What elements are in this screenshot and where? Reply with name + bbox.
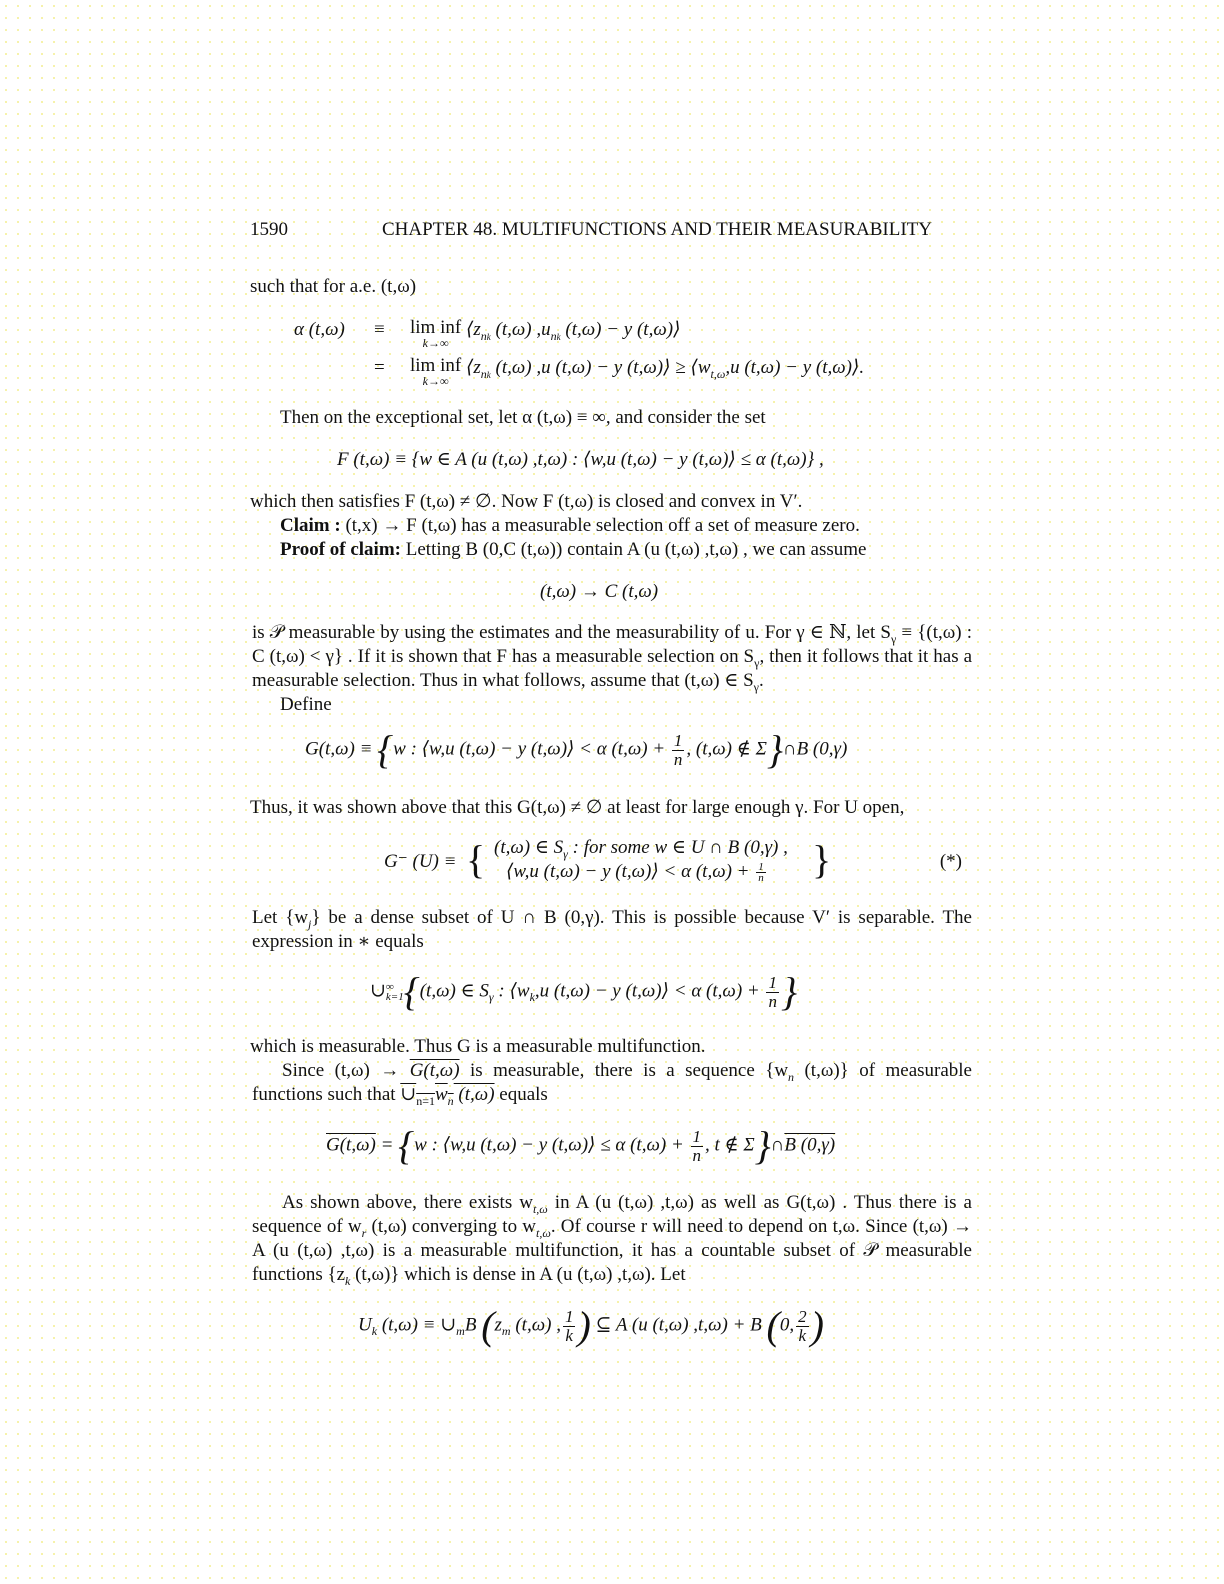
liminf: lim inf k→∞ bbox=[410, 317, 462, 350]
eq-C: (t,ω) → C (t,ω) bbox=[540, 581, 659, 602]
equation-number: (*) bbox=[939, 851, 962, 872]
paragraph: is 𝒫 measurable by using the estimates and the measurability of u. For γ ∈ ℕ, let $S_\gamma \equiv \{(t,\omega)$ : C (t,ω) < γ} . If it is shown that F has a measurable selection on $S_\gamma$, then it follows that it has a measurable selection. Thus in what follows, assume that (t,ω) ∈ $S_\gamma$. bbox=[252, 622, 973, 694]
text-line: which is measurable. Thus G is a measurable multifunction. bbox=[250, 1036, 706, 1057]
page-number: 1590 bbox=[250, 219, 288, 240]
eq-Gbar: G(t,ω) = {w : ⟨w,u (t,ω) − y (t,ω)⟩ ≤ α (t,ω) + $\frac{1}{n}$ , t ∉ Σ}∩B (0,γ) bbox=[326, 1123, 836, 1168]
paragraph: Let $\{w_j\}$ be a dense subset of U ∩ B (0,γ). This is possible because V′ is separable. The expression in ∗ equals bbox=[252, 907, 972, 952]
paragraph: Since (t,ω) → G(t,ω) is measurable, there is a sequence {$w_n$ (t,ω)} of measurable functions such that $\cup_{n=1}w_n$ (t,ω) equals bbox=[252, 1060, 972, 1108]
eq1-lhs: α (t,ω) bbox=[294, 319, 345, 340]
text-line: such that for a.e. (t,ω) bbox=[250, 276, 417, 297]
eq1-rel2: = bbox=[374, 357, 385, 378]
eq-Gminus-bottom: ⟨w,u (t,ω) − y (t,ω)⟩ < α (t,ω) + $\frac{1}{n}$ bbox=[506, 861, 764, 885]
eq1-row2: lim inf k→∞ $⟨z_{nk}$ (t,ω) ,u (t,ω) − y (t,ω)⟩ ≥ $⟨w_{t,\omega},u$ (t,ω) − y (t,ω)⟩. bbox=[410, 355, 865, 388]
eq-Gminus-top: (t,ω) ∈ $S_\gamma$ : for some w ∈ U ∩ B (0,γ) , bbox=[494, 837, 788, 861]
eq1-row1: lim inf k→∞ $⟨z_{nk}$ (t,ω) $,u_{nk}$ (t,ω) − y (t,ω)⟩ bbox=[410, 317, 681, 350]
paragraph: As shown above, there exists $w_{t,\omega}$ in A (u (t,ω) ,t,ω) as well as G(t,ω) . Thus there is a sequence of $w_r$ (t,ω) converging to $w_{t,\omega}$. Of course r will need to depend on t,ω. Since (t,ω) → A (u (t,ω) ,t,ω) is a measurable multifunction, it has a countable subset of 𝒫 measurable functions {$z_k$ (t,ω)} which is dense in A (u (t,ω) ,t,ω). Let bbox=[252, 1192, 972, 1288]
eq-F: F (t,ω) ≡ {w ∈ A (u (t,ω) ,t,ω) : ⟨w,u (t,ω) − y (t,ω)⟩ ≤ α (t,ω)} , bbox=[337, 449, 824, 470]
eq-Gminus-lhs: G⁻ (U) ≡ bbox=[384, 851, 457, 872]
text-line: Then on the exceptional set, let α (t,ω) ≡ ∞, and consider the set bbox=[280, 407, 766, 428]
text-line: which then satisfies F (t,ω) ≠ ∅. Now F (t,ω) is closed and convex in V′. bbox=[250, 491, 803, 512]
eq1-rel1: ≡ bbox=[374, 319, 385, 340]
claim-label: Claim : bbox=[280, 515, 341, 536]
text-line: Define bbox=[280, 694, 332, 715]
eq-Uk: $U_k$ $(t,\omega) \equiv \cup_mB$ ($z_m$ (t,ω) , $\frac{1}{k}$ ) ⊆ A (u (t,ω) ,t,ω) + B (0, $\frac{2}{k}$ ) bbox=[358, 1303, 824, 1348]
brace-left: { bbox=[466, 837, 486, 882]
liminf: lim inf k→∞ bbox=[410, 355, 462, 388]
eq-G: G(t,ω) ≡ {w : ⟨w,u (t,ω) − y (t,ω)⟩ < α (t,ω) + $\frac{1}{n}$ , (t,ω) ∉ Σ}∩B (0,γ) bbox=[305, 727, 848, 772]
text-line: Thus, it was shown above that this G(t,ω) ≠ ∅ at least for large enough γ. For U open, bbox=[250, 797, 905, 818]
eq-union: ∪ ∞ k=1 {(t,ω) ∈ $S_\gamma$ : $⟨w_k,u$ (t,ω) − y (t,ω)⟩ < α (t,ω) + $\frac{1}{n}$ } bbox=[370, 969, 797, 1014]
proof-line: Proof of claim: Letting B (0,C (t,ω)) contain A (u (t,ω) ,t,ω) , we can assume bbox=[280, 539, 867, 560]
claim-line: Claim : (t,x) → F (t,ω) has a measurable selection off a set of measure zero. bbox=[280, 515, 860, 536]
chapter-title: CHAPTER 48. MULTIFUNCTIONS AND THEIR MEASURABILITY bbox=[382, 219, 932, 240]
brace-right: } bbox=[812, 837, 832, 882]
proof-label: Proof of claim: bbox=[280, 539, 401, 560]
